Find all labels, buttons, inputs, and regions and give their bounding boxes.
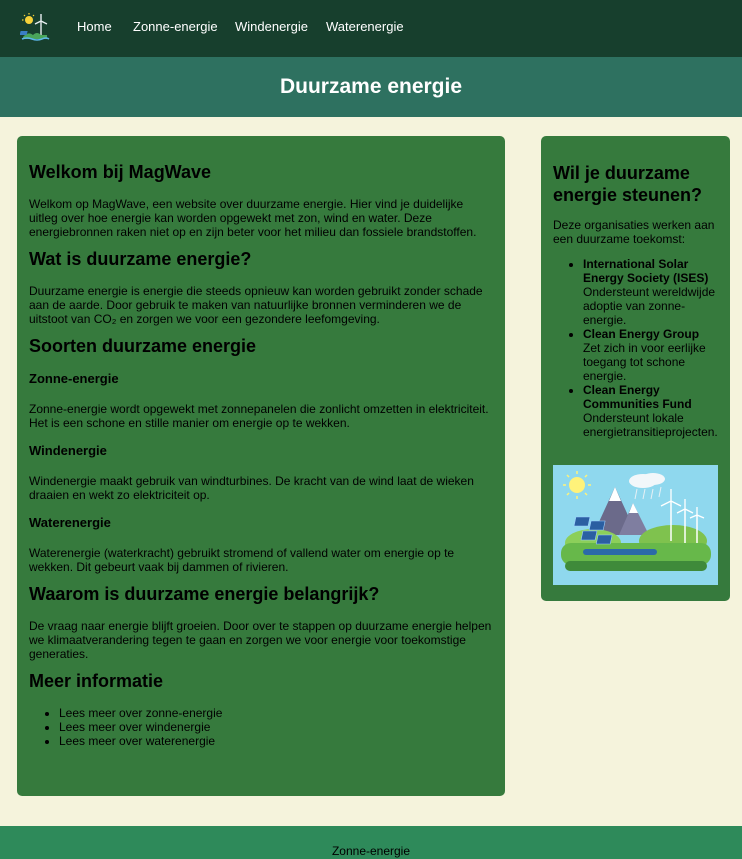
wind-solar-logo-icon[interactable] xyxy=(20,11,50,41)
welcome-text: Welkom op MagWave, een website over duurzame energie. Hier vind je duidelijke uitleg over hoe energie kan worden opgewekt met zon, wind en water. Deze energiebronnen raken niet op en zijn beter voor het milieu dan fossiele brandstoffen. xyxy=(29,197,477,239)
what-heading: Wat is duurzame energie? xyxy=(29,249,252,269)
nav-link-zonne-energie[interactable]: Zonne-energie xyxy=(133,19,218,34)
list-item xyxy=(583,327,718,383)
more-info-link-wind[interactable]: • Lees meer over windenergie xyxy=(59,720,493,734)
org-name: Clean Energy Group xyxy=(583,327,700,341)
more-info-link-zonne[interactable]: • Lees meer over zonne-energie xyxy=(59,706,493,720)
solar-text: Zonne-energie wordt opgewekt met zonnepanelen die zonlicht omzetten in elektriciteit. Het is een schone en stille manier om energie op te wekken. xyxy=(29,402,489,430)
welcome-heading: Welkom bij MagWave xyxy=(29,162,212,182)
why-text: De vraag naar energie blijft groeien. Door over te stappen op duurzame energie helpen we klimaatverandering tegen te gaan en zorgen we voor energie voor toekomstige generaties. xyxy=(29,619,492,661)
wind-heading: Windenergie xyxy=(29,443,107,458)
support-intro: Deze organisaties werken aan een duurzame toekomst: xyxy=(553,218,715,246)
page-title: Duurzame energie xyxy=(0,57,742,117)
top-navigation xyxy=(0,0,742,57)
renewable-energy-landscape-illustration xyxy=(553,465,718,585)
main-content xyxy=(17,136,505,796)
organisation-list xyxy=(583,257,718,439)
more-info-heading: Meer informatie xyxy=(29,671,164,691)
list-item xyxy=(583,257,718,327)
nav-link-waterenergie[interactable]: Waterenergie xyxy=(326,19,404,34)
org-description: Ondersteunt wereldwijde adoptie van zonne-energie. xyxy=(583,285,716,327)
support-sidebar xyxy=(541,136,730,601)
list-item xyxy=(583,383,718,439)
solar-heading: Zonne-energie xyxy=(29,371,119,386)
org-description: Ondersteunt lokale energietransitieprojecten. xyxy=(583,411,718,439)
org-name: Clean Energy Communities Fund xyxy=(583,383,692,411)
more-info-list xyxy=(59,706,493,748)
more-info-link-water[interactable]: • Lees meer over waterenergie xyxy=(59,734,493,748)
types-heading: Soorten duurzame energie xyxy=(29,336,257,356)
why-heading: Waarom is duurzame energie belangrijk? xyxy=(29,584,380,604)
nav-link-windenergie[interactable]: Windenergie xyxy=(235,19,308,34)
water-text: Waterenergie (waterkracht) gebruikt stromend of vallend water om energie op te wekken. Dit gebeurt vaak bij dammen of rivieren. xyxy=(29,546,455,574)
support-heading: Wil je duurzame energie steunen? xyxy=(553,163,703,205)
wind-text: Windenergie maakt gebruik van windturbines. De kracht van de wind laat de wieken draaien en wekt zo elektriciteit op. xyxy=(29,474,474,502)
nav-link-home[interactable]: Home xyxy=(77,19,112,34)
footer-link-zonne-energie[interactable]: Zonne-energie xyxy=(331,844,411,858)
org-name: International Solar Energy Society (ISES) xyxy=(583,257,709,285)
water-heading: Waterenergie xyxy=(29,515,111,530)
footer xyxy=(0,826,742,859)
what-text: Duurzame energie is energie die steeds opnieuw kan worden gebruikt zonder schade aan de aarde. Door gebruik te maken van natuurlijke bronnen verminderen we de uitstoot van CO₂ en zorgen we voor een gezondere leefomgeving. xyxy=(29,284,483,326)
org-description: Zet zich in voor eerlijke toegang tot schone energie. xyxy=(583,341,706,383)
